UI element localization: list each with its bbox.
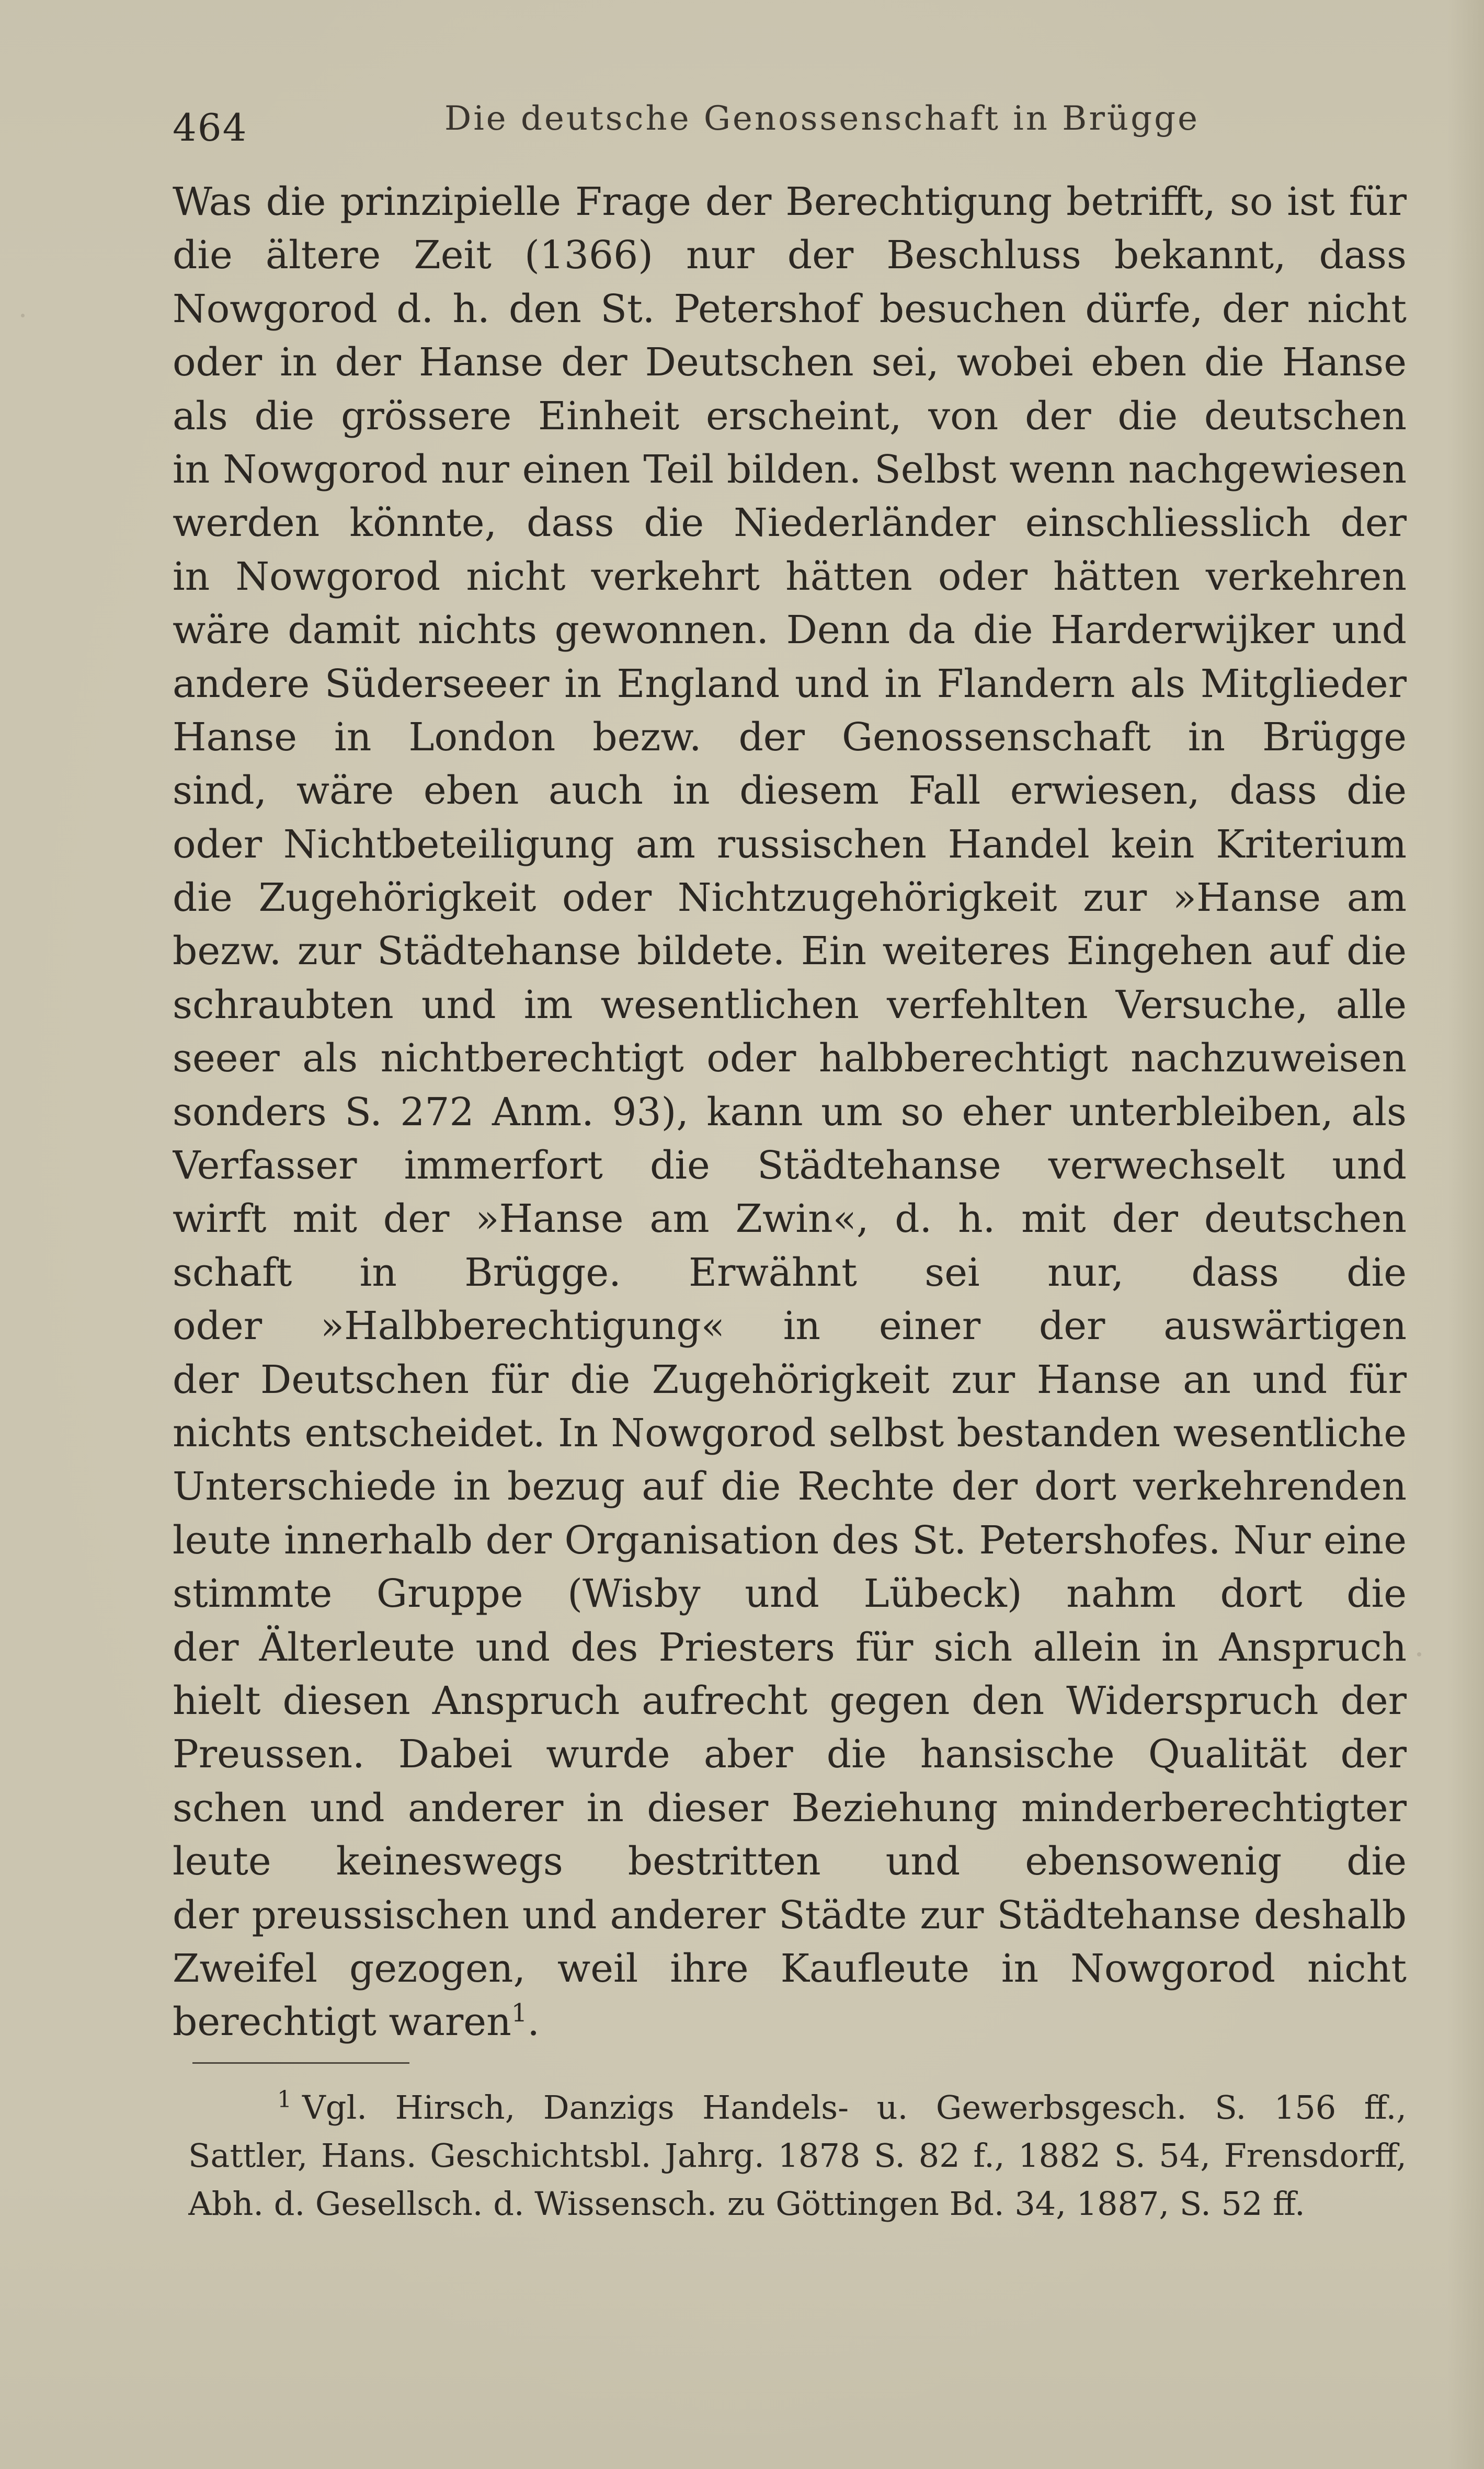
footnote-reference[interactable]: 1 [511,1998,528,2028]
text-line: oder Nichtbeteiligung am russischen Handel kein Kriterium [173,821,1407,867]
text-line: sonders S. 272 Anm. 93), kann um so eher unterbleiben, als [173,1089,1407,1135]
text-line: der preussischen und anderer Städte zur Städtehanse deshalb [173,1892,1407,1938]
running-head [173,90,1407,150]
main-text [173,175,1407,2049]
text-line: schen und anderer in dieser Beziehung minderberechtigter [173,1785,1407,1831]
period: . [527,1999,540,2045]
text-line: hielt diesen Anspruch aufrecht gegen den Widerspruch der [173,1678,1407,1723]
paper-spot [1417,1652,1421,1656]
text-line: wirft mit der »Hanse am Zwin«, d. h. mit der deutschen [173,1196,1407,1242]
footnote [188,2084,1407,2228]
text-line-last [173,1995,1407,2049]
text-line: leute innerhalb der Organisation des St. Petershofes. Nur eine [173,1517,1407,1563]
last-line-text: berechtigt waren [173,1999,511,2045]
text-line: Preussen. Dabei wurde aber die hansische Qualität der [173,1732,1407,1777]
page-number: 464 [173,106,248,150]
text-line: Zweifel gezogen, weil ihre Kaufleute in Nowgorod nicht [173,1946,1407,1991]
paper-spot [21,314,25,317]
paper-spot [182,1908,187,1913]
footnote-line: Sattler, Hans. Geschichtsbl. Jahrg. 1878 S. 82 f., 1882 S. 54, Frensdorff, [188,2136,1407,2175]
text-line: nichts entscheidet. In Nowgorod selbst bestanden wesentliche [173,1410,1407,1456]
text-line: als die grössere Einheit erscheint, von der die deutschen [173,393,1407,439]
text-line: schraubten und im wesentlichen verfehlten Versuche, alle [173,982,1407,1027]
text-line: Verfasser immerfort die Städtehanse verwechselt und [173,1143,1407,1188]
page-edge-shadow [1447,0,1484,2469]
text-line: Was die prinzipielle Frage der Berechtigung betrifft, so ist für [173,179,1407,224]
text-line: oder »Halbberechtigung« in einer der auswärtigen [173,1304,1407,1349]
text-line: oder in der Hanse der Deutschen sei, wobei eben die Hanse [173,340,1407,385]
text-line: Hanse in London bezw. der Genossenschaft in Brügge [173,714,1407,760]
text-line: leute keineswegs bestritten und ebensowenig die [173,1839,1407,1884]
footnote-number: 1 [277,2086,292,2113]
text-line: werden könnte, dass die Niederländer einschliesslich der [173,500,1407,546]
text-line: sind, wäre eben auch in diesem Fall erwiesen, dass die [173,768,1407,814]
text-line: bezw. zur Städtehanse bildete. Ein weiteres Eingehen auf die [173,929,1407,974]
text-line: Unterschiede in bezug auf die Rechte der dort verkehrenden [173,1464,1407,1510]
footnote-text: Vgl. Hirsch, Danzigs Handels- u. Gewerbsgesch. S. 156 ff., [302,2088,1407,2127]
text-line: in Nowgorod nicht verkehrt hätten oder hätten verkehren [173,554,1407,599]
text-line: die Zugehörigkeit oder Nichtzugehörigkeit zur »Hanse am [173,875,1407,921]
text-line: Nowgorod d. h. den St. Petershof besuchen dürfe, der nicht [173,286,1407,332]
footnote-line: Abh. d. Gesellsch. d. Wissensch. zu Göttingen Bd. 34, 1887, S. 52 ff. [188,2185,1305,2223]
text-line: der Älterleute und des Priesters für sich allein in Anspruch [173,1625,1407,1670]
text-line: die ältere Zeit (1366) nur der Beschluss bekannt, dass [173,233,1407,278]
text-line: wäre damit nichts gewonnen. Denn da die Harderwijker und [173,608,1407,653]
running-title: Die deutsche Genossenschaft in Brügge [444,99,1200,138]
text-line: der Deutschen für die Zugehörigkeit zur Hanse an und für [173,1357,1407,1402]
text-line: schaft in Brügge. Erwähnt sei nur, dass die [173,1250,1407,1295]
footnote-divider [192,2062,409,2064]
text-line: andere Süderseeer in England und in Flandern als Mitglieder [173,661,1407,706]
text-line: in Nowgorod nur einen Teil bilden. Selbst wenn nachgewiesen [173,447,1407,492]
text-line: seeer als nichtberechtigt oder halbberechtigt nachzuweisen [173,1036,1407,1081]
text-line: stimmte Gruppe (Wisby und Lübeck) nahm dort die [173,1571,1407,1617]
footnote-line [188,2084,1407,2132]
